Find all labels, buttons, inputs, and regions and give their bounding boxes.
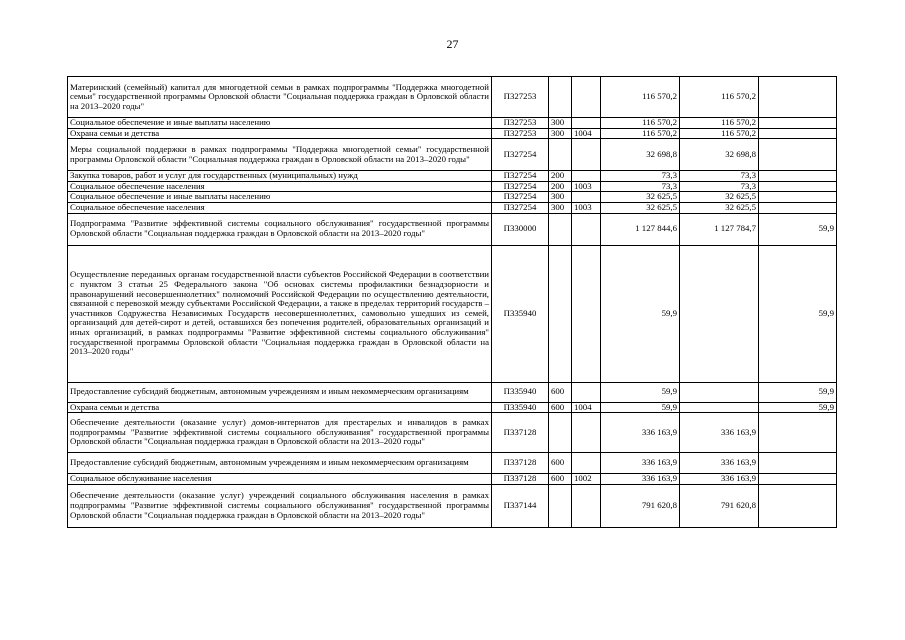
total-amount-cell: 336 163,9: [601, 413, 680, 453]
federal-amount-cell: [759, 192, 837, 203]
target-code-cell: П337128: [492, 453, 549, 474]
regional-amount-cell: 116 570,2: [680, 77, 759, 118]
budget-table-body: [68, 77, 837, 528]
federal-amount-cell: 59,9: [759, 245, 837, 382]
section-code-cell: [572, 118, 601, 129]
federal-amount-cell: [759, 453, 837, 474]
expense-type-cell: 300: [549, 118, 572, 129]
federal-amount-cell: [759, 128, 837, 139]
section-code-cell: [572, 453, 601, 474]
target-code-cell: П327254: [492, 192, 549, 203]
target-code-cell: П327253: [492, 128, 549, 139]
regional-amount-cell: 1 127 784,7: [680, 213, 759, 245]
row-name-cell: Социальное обеспечение и иные выплаты населению: [68, 192, 492, 203]
table-row: [68, 213, 837, 245]
table-row: [68, 192, 837, 203]
target-code-cell: П337128: [492, 474, 549, 485]
row-name-cell: Меры социальной поддержки в рамках подпрограммы "Поддержка многодетной семьи" государственной программы Орловской области "Социальная поддержка граждан в Орловской области на 2013–2020 годы": [68, 139, 492, 171]
section-code-cell: 1002: [572, 474, 601, 485]
section-code-cell: [572, 213, 601, 245]
table-row: [68, 402, 837, 413]
regional-amount-cell: 116 570,2: [680, 118, 759, 129]
budget-table: [67, 76, 837, 528]
total-amount-cell: 32 698,8: [601, 139, 680, 171]
expense-type-cell: 600: [549, 382, 572, 402]
regional-amount-cell: 791 620,8: [680, 484, 759, 527]
section-code-cell: [572, 245, 601, 382]
regional-amount-cell: 73,3: [680, 181, 759, 192]
target-code-cell: П335940: [492, 245, 549, 382]
federal-amount-cell: [759, 484, 837, 527]
regional-amount-cell: 116 570,2: [680, 128, 759, 139]
target-code-cell: П327254: [492, 171, 549, 182]
total-amount-cell: 32 625,5: [601, 192, 680, 203]
target-code-cell: П330000: [492, 213, 549, 245]
table-row: [68, 474, 837, 485]
table-row: [68, 484, 837, 527]
table-row: [68, 77, 837, 118]
regional-amount-cell: [680, 402, 759, 413]
expense-type-cell: 200: [549, 181, 572, 192]
table-row: [68, 128, 837, 139]
section-code-cell: 1003: [572, 181, 601, 192]
regional-amount-cell: 32 625,5: [680, 202, 759, 213]
row-name-cell: Закупка товаров, работ и услуг для государственных (муниципальных) нужд: [68, 171, 492, 182]
row-name-cell: Социальное обслуживание населения: [68, 474, 492, 485]
target-code-cell: П337128: [492, 413, 549, 453]
section-code-cell: [572, 484, 601, 527]
target-code-cell: П335940: [492, 402, 549, 413]
federal-amount-cell: [759, 181, 837, 192]
row-name-cell: Предоставление субсидий бюджетным, автономным учреждениям и иным некоммерческим организациям: [68, 382, 492, 402]
total-amount-cell: 1 127 844,6: [601, 213, 680, 245]
section-code-cell: [572, 171, 601, 182]
row-name-cell: Предоставление субсидий бюджетным, автономным учреждениям и иным некоммерческим организациям: [68, 453, 492, 474]
expense-type-cell: [549, 77, 572, 118]
section-code-cell: [572, 413, 601, 453]
target-code-cell: П327254: [492, 181, 549, 192]
regional-amount-cell: [680, 382, 759, 402]
table-row: [68, 382, 837, 402]
target-code-cell: П327253: [492, 77, 549, 118]
total-amount-cell: 59,9: [601, 245, 680, 382]
table-row: [68, 139, 837, 171]
expense-type-cell: 600: [549, 402, 572, 413]
federal-amount-cell: [759, 139, 837, 171]
total-amount-cell: 59,9: [601, 382, 680, 402]
target-code-cell: П327254: [492, 202, 549, 213]
expense-type-cell: [549, 413, 572, 453]
regional-amount-cell: 32 625,5: [680, 192, 759, 203]
row-name-cell: Обеспечение деятельности (оказание услуг) домов-интернатов для престарелых и инвалидов в рамках подпрограммы "Развитие эффективной системы социального обслуживания" государственной программы Орловской области "Социальная поддержка граждан в Орловской области на 2013–2020 годы": [68, 413, 492, 453]
total-amount-cell: 73,3: [601, 181, 680, 192]
total-amount-cell: 116 570,2: [601, 128, 680, 139]
expense-type-cell: 300: [549, 202, 572, 213]
regional-amount-cell: 336 163,9: [680, 474, 759, 485]
expense-type-cell: [549, 484, 572, 527]
row-name-cell: Осуществление переданных органам государственной власти субъектов Российской Федерации в соответствии с пунктом 3 статьи 25 Федерального закона "Об основах системы профилактики безнадзорности и правонарушений несовершеннолетних" полномочий Российской Федерации по осуществлению деятельности, связанной с перевозкой между субъектами Российской Федерации, а также в пределах территорий государств – участников Содружества Независимых Государств несовершеннолетних, самовольно ушедших из семей, организаций для детей-сирот и детей, оставшихся без попечения родителей, образовательных организаций и иных организаций, в рамках подпрограммы "Развитие эффективной системы социального обслуживания" государственной программы Орловской области "Социальная поддержка граждан в Орловской области на 2013–2020 годы": [68, 245, 492, 382]
regional-amount-cell: 32 698,8: [680, 139, 759, 171]
table-row: [68, 453, 837, 474]
row-name-cell: Охрана семьи и детства: [68, 128, 492, 139]
row-name-cell: Социальное обеспечение населения: [68, 202, 492, 213]
row-name-cell: Социальное обеспечение и иные выплаты населению: [68, 118, 492, 129]
regional-amount-cell: 73,3: [680, 171, 759, 182]
row-name-cell: Социальное обеспечение населения: [68, 181, 492, 192]
section-code-cell: 1004: [572, 402, 601, 413]
target-code-cell: П327254: [492, 139, 549, 171]
total-amount-cell: 73,3: [601, 171, 680, 182]
table-row: [68, 118, 837, 129]
federal-amount-cell: [759, 171, 837, 182]
expense-type-cell: [549, 245, 572, 382]
expense-type-cell: [549, 139, 572, 171]
table-row: [68, 202, 837, 213]
regional-amount-cell: 336 163,9: [680, 453, 759, 474]
table-row: [68, 413, 837, 453]
section-code-cell: [572, 382, 601, 402]
table-row: [68, 171, 837, 182]
total-amount-cell: 336 163,9: [601, 474, 680, 485]
federal-amount-cell: [759, 413, 837, 453]
total-amount-cell: 116 570,2: [601, 77, 680, 118]
total-amount-cell: 116 570,2: [601, 118, 680, 129]
section-code-cell: 1003: [572, 202, 601, 213]
total-amount-cell: 32 625,5: [601, 202, 680, 213]
total-amount-cell: 791 620,8: [601, 484, 680, 527]
federal-amount-cell: 59,9: [759, 382, 837, 402]
expense-type-cell: [549, 213, 572, 245]
target-code-cell: П337144: [492, 484, 549, 527]
target-code-cell: П335940: [492, 382, 549, 402]
page-number: 27: [446, 37, 459, 51]
table-row: [68, 181, 837, 192]
expense-type-cell: 300: [549, 128, 572, 139]
total-amount-cell: 336 163,9: [601, 453, 680, 474]
federal-amount-cell: [759, 202, 837, 213]
regional-amount-cell: 336 163,9: [680, 413, 759, 453]
section-code-cell: [572, 192, 601, 203]
regional-amount-cell: [680, 245, 759, 382]
federal-amount-cell: 59,9: [759, 213, 837, 245]
section-code-cell: [572, 77, 601, 118]
expense-type-cell: 600: [549, 453, 572, 474]
expense-type-cell: 300: [549, 192, 572, 203]
section-code-cell: [572, 139, 601, 171]
federal-amount-cell: [759, 118, 837, 129]
federal-amount-cell: [759, 474, 837, 485]
expense-type-cell: 200: [549, 171, 572, 182]
federal-amount-cell: 59,9: [759, 402, 837, 413]
target-code-cell: П327253: [492, 118, 549, 129]
row-name-cell: Подпрограмма "Развитие эффективной системы социального обслуживания" государственной программы Орловской области "Социальная поддержка граждан в Орловской области на 2013–2020 годы": [68, 213, 492, 245]
total-amount-cell: 59,9: [601, 402, 680, 413]
row-name-cell: Охрана семьи и детства: [68, 402, 492, 413]
row-name-cell: Обеспечение деятельности (оказание услуг) учреждений социального обслуживания населения в рамках подпрограммы "Развитие эффективной системы социального обслуживания" государственной программы Орловской области "Социальная поддержка граждан в Орловской области на 2013–2020 годы": [68, 484, 492, 527]
federal-amount-cell: [759, 77, 837, 118]
row-name-cell: Материнский (семейный) капитал для многодетной семьи в рамках подпрограммы "Поддержка многодетной семьи" государственной программы Орловской области "Социальная поддержка граждан в Орловской области на 2013–2020 годы": [68, 77, 492, 118]
section-code-cell: 1004: [572, 128, 601, 139]
expense-type-cell: 600: [549, 474, 572, 485]
table-row: [68, 245, 837, 382]
